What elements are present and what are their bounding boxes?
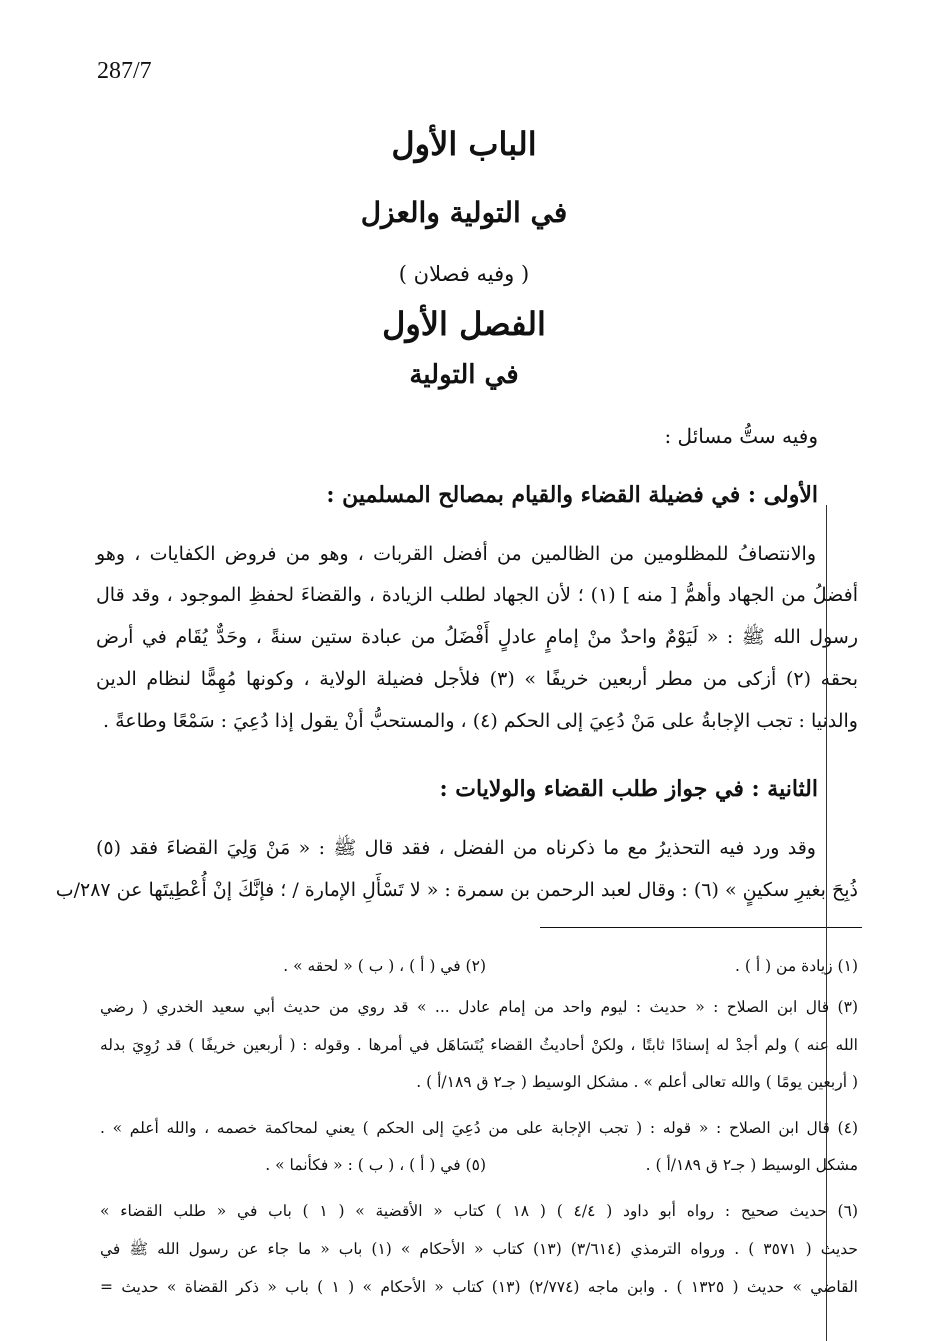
- footnote-4-line: (٤) قال ابن الصلاح : « قوله : ( تجب الإجابة على من دُعِيَ إلى الحكم ) يعني لمحاكمة خصمه ، والله أعلم » .: [100, 1119, 858, 1137]
- page-number: 287/7: [97, 58, 152, 84]
- footnote-4-line: مشكل الوسيط ( جـ٢ ق ١٨٩/أ ) .: [645, 1156, 858, 1174]
- chapter-subject: في التولية والعزل: [360, 196, 568, 229]
- footnote-6-line: (٦) حديث صحيح : رواه أبو داود ( ٤/٤ ) ( ١٨ ) كتاب « الأقضية » ( ١ ) باب في « طلب القضاء »: [100, 1202, 858, 1220]
- chapter-contains: ( وفيه فصلان ): [398, 262, 530, 286]
- section-title: الفصل الأول: [382, 305, 546, 343]
- section-subject: في التولية: [409, 360, 519, 390]
- issue1-title: الأولى : في فضيلة القضاء والقيام بمصالح المسلمين :: [326, 482, 818, 508]
- issue2-line: وقد ورد فيه التحذيرُ مع ما ذكرناه من الفضل ، فقد قال ﷺ : « مَنْ وَلِيَ القضاءَ فقد (٥): [96, 837, 816, 859]
- issue1-line: والانتصافُ للمظلومين من الظالمين من أفضل القربات ، وهو من فروض الكفايات ، وهو: [96, 543, 816, 565]
- intro-line: وفيه ستُّ مسائل :: [664, 424, 818, 448]
- issue2-line: ذُبِحَ بغيرِ سكينٍ » (٦) : وقال لعبد الرحمن بن سمرة : « لا تَسْأَلِ الإمارة / ؛ فإنَّكَ إنْ أُعْطِيتَها عن ٢٨٧/ب: [55, 879, 858, 901]
- chapter-title: الباب الأول: [391, 125, 537, 163]
- footnote-1: (١) زيادة من ( أ ) .: [735, 957, 858, 975]
- footnote-2: (٢) في ( أ ) ، ( ب ) « لحقه » .: [283, 957, 486, 975]
- issue1-line: رسول الله ﷺ : « لَيَوْمٌ واحدٌ منْ إمامٍ عادلٍ أَفْضَلُ من عبادة ستين سنةً ، وحَدٌّ يُقَام في أرض: [96, 626, 858, 648]
- issue2-title: الثانية : في جواز طلب القضاء والولايات :: [439, 776, 818, 802]
- issue1-line: بحقه (٢) أزكى من مطر أربعين خريفًا » (٣) فلأجل فضيلة الولاية ، وكونها مُهِمًّا لنظام الدين: [96, 668, 858, 690]
- footnote-3-line: ( أربعين يومًا ) والله تعالى أعلم » . مشكل الوسيط ( جـ٢ ق ١٨٩/أ ) .: [416, 1073, 858, 1091]
- issue1-line: أفضلُ من الجهاد وأهمُّ [ منه ] (١) ؛ لأن الجهاد لطلب الزيادة ، والقضاءَ لحفظِ الموجود ، وقد قال: [96, 584, 858, 606]
- footnote-5: (٥) في ( أ ) ، ( ب ) : « فكأنما » .: [265, 1156, 486, 1174]
- issue1-line: والدنيا : تجب الإجابةُ على مَنْ دُعِيَ إلى الحكم (٤) ، والمستحبُّ أنْ يقول إذا دُعِيَ : سَمْعًا وطاعةً .: [103, 710, 858, 732]
- footnote-separator: [540, 927, 862, 928]
- footnote-3-line: (٣) قال ابن الصلاح : « حديث : ليوم واحد من إمام عادل ... » قد روي من حديث أبي سعيد الخدري ( رضي: [100, 998, 858, 1016]
- footnote-6-line: حديث ( ٣٥٧١ ) . ورواه الترمذي (٣/٦١٤) (١٣) كتاب « الأحكام » (١) باب « ما جاء عن رسول الله ﷺ في: [100, 1240, 858, 1258]
- footnote-6-line: القاضي » حديث ( ١٣٢٥ ) . وابن ماجه (٢/٧٧٤) (١٣) كتاب « الأحكام » ( ١ ) باب « ذكر القضاة » حديث =: [100, 1278, 858, 1296]
- footnote-3-line: الله عنه ) ولم أجدْ له إسنادًا ثابتًا ، ولكنْ أحاديثُ القضاء يُتَسَاهَل في أمرها . وقوله : ( أربعين خريفًا ) قد رُوِيَ بدله: [100, 1036, 858, 1054]
